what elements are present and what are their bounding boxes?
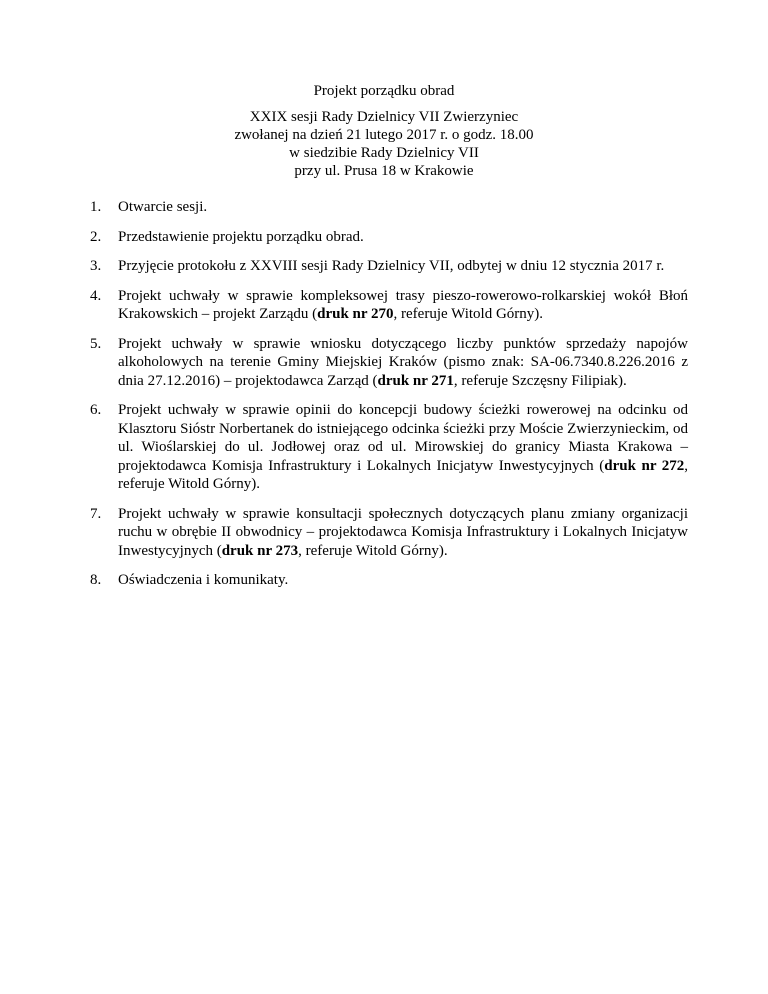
agenda-item-text	[118, 335, 688, 391]
agenda-item-4	[90, 287, 688, 324]
document-title: Projekt porządku obrad	[313, 83, 455, 99]
agenda-item-text-part: Projekt uchwały w sprawie kompleksowej trasy pieszo-rowerowo-rolkarskiej wokół Błoń Krakowskich – projekt Zarządu (	[118, 287, 688, 322]
agenda-item-text-part: Projekt uchwały w sprawie wniosku dotyczącego liczby punktów sprzedaży napojów alkoholowych na terenie Gminy Miejskiej Kraków (pismo znak: SA-06.7340.8.226.2016 z dnia 27.12.2016) – projektodawca Zarząd (	[118, 335, 688, 389]
agenda-item-text-part: Projekt uchwały w sprawie opinii do koncepcji budowy ścieżki rowerowej na odcinku od Klasztoru Sióstr Norbertanek do istniejącego odcinka ścieżki przy Moście Zwierzynieckim, od ul. Wioślarskiej do ul. Jodłowej oraz od ul. Mirowskiej do granicy Miasta Krakowa – projektodawca Komisja Infrastruktury i Lokalnych Inicjatyw Inwestycyjnych (	[118, 402, 688, 474]
agenda-item-1	[90, 198, 688, 217]
print-number: druk nr 272	[604, 457, 685, 474]
agenda-item-7	[90, 505, 688, 561]
agenda-item-number: 5.	[90, 335, 102, 352]
header-line-venue: w siedzibie Rady Dzielnicy VII	[289, 145, 479, 161]
agenda-item-text: Przedstawienie projektu porządku obrad.	[118, 228, 364, 245]
agenda-item-number: 3.	[90, 258, 102, 274]
agenda-item-text-part: , referuje Szczęsny Filipiak).	[453, 372, 627, 389]
agenda-item-text: Oświadczenia i komunikaty.	[118, 572, 289, 588]
session-header	[0, 108, 768, 180]
agenda-item-2	[90, 228, 688, 247]
agenda-item-text: Przyjęcie protokołu z XXVIII sesji Rady Dzielnicy VII, odbytej w dniu 12 stycznia 2017 r.	[118, 258, 665, 274]
agenda-item-number: 4.	[90, 287, 102, 304]
agenda-item-5	[90, 335, 688, 391]
header-line-session: XXIX sesji Rady Dzielnicy VII Zwierzyniec	[249, 109, 519, 125]
agenda-item-text	[118, 287, 688, 324]
print-number: druk nr 271	[377, 372, 454, 389]
agenda-item-number: 6.	[90, 402, 102, 418]
print-number: druk nr 273	[221, 542, 299, 559]
agenda-item-number: 1.	[90, 199, 102, 215]
print-number: druk nr 270	[317, 306, 394, 322]
header-line-address: przy ul. Prusa 18 w Krakowie	[294, 163, 474, 179]
agenda-item-text-part: , referuje Witold Górny).	[118, 457, 689, 492]
agenda-item-text-part: Projekt uchwały w sprawie konsultacji społecznych dotyczących planu zmiany organizacji ruchu w obrębie II obwodnicy – projektodawca Komisja Infrastruktury i Lokalnych Inicjatyw Inwestycyjnych (	[118, 505, 688, 559]
agenda-item-number: 2.	[90, 228, 102, 245]
agenda-item-number: 7.	[90, 505, 102, 522]
agenda-item-6	[90, 401, 688, 494]
agenda-item-text: Otwarcie sesji.	[118, 199, 208, 215]
agenda-item-text	[118, 401, 688, 494]
agenda-item-text-part: , referuje Witold Górny).	[393, 306, 544, 322]
agenda-list	[90, 198, 688, 601]
agenda-item-3	[90, 257, 688, 276]
agenda-item-text	[118, 505, 688, 561]
header-line-date: zwołanej na dzień 21 lutego 2017 r. o godz. 18.00	[234, 127, 534, 143]
agenda-item-number: 8.	[90, 572, 102, 588]
agenda-item-8	[90, 571, 688, 590]
agenda-item-text-part: , referuje Witold Górny).	[298, 542, 448, 559]
